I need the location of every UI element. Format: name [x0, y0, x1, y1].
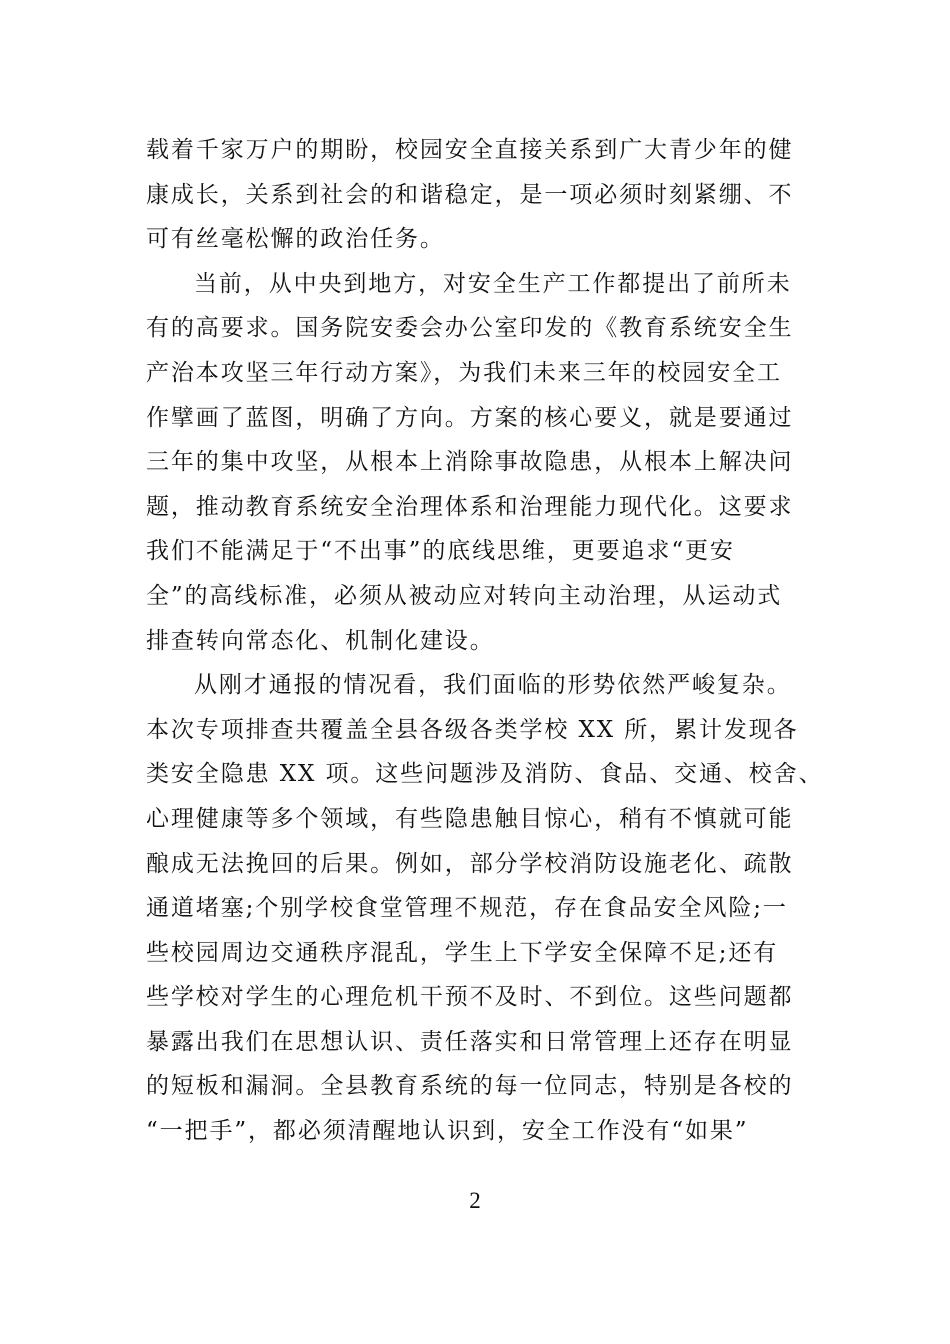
- text-line: 载着千家万户的期盼，校园安全直接关系到广大青少年的健: [146, 137, 794, 163]
- text-line: “一把手”，都必须清醒地认识到，安全工作没有“如果”: [146, 1118, 749, 1145]
- text-line: 我们不能满足于“不出事”的底线思维，更要追求“更安: [146, 538, 735, 565]
- text-line: 可有丝毫松懈的政治任务。: [146, 226, 445, 253]
- text-line: 从刚才通报的情况看，我们面临的形势依然严峻复杂。: [194, 672, 792, 699]
- text-line: 题，推动教育系统安全治理体系和治理能力现代化。这要求: [146, 493, 794, 520]
- text-line: 有的高要求。国务院安委会办公室印发的《教育系统安全生: [146, 315, 794, 342]
- text-line: 产治本攻坚三年行动方案》，为我们未来三年的校园安全工: [146, 359, 782, 386]
- text-line: 作擘画了蓝图，明确了方向。方案的核心要义，就是要通过: [146, 404, 794, 431]
- text-line: 些学校对学生的心理危机干预不及时、不到位。这些问题都: [146, 984, 794, 1011]
- text-line: 酿成无法挽回的后果。例如，部分学校消防设施老化、疏散: [146, 850, 794, 877]
- body-text: [146, 128, 824, 1154]
- text-line: 心理健康等多个领域，有些隐患触目惊心，稍有不慎就可能: [146, 805, 794, 832]
- text-line: 些校园周边交通秩序混乱，学生上下学安全保障不足;还有: [146, 939, 779, 966]
- text-line: 暴露出我们在思想认识、责任落实和日常管理上还存在明显: [146, 1028, 794, 1055]
- text-line: 排查转向常态化、机制化建设。: [146, 627, 495, 654]
- text-line: 本次专项排查共覆盖全县各级各类学校 XX 所，累计发现各: [146, 716, 799, 743]
- page-number: 2: [469, 1188, 481, 1213]
- text-line: 通道堵塞;个别学校食堂管理不规范，存在食品安全风险;一: [146, 895, 788, 922]
- text-line: 全”的高线标准，必须从被动应对转向主动治理，从运动式: [146, 582, 783, 609]
- text-line: 三年的集中攻坚，从根本上消除事故隐患，从根本上解决问: [146, 449, 794, 476]
- text-line: 类安全隐患 XX 项。这些问题涉及消防、食品、交通、校舍、: [146, 761, 824, 788]
- text-line: 的短板和漏洞。全县教育系统的每一位同志，特别是各校的: [146, 1073, 794, 1100]
- text-line: 康成长，关系到社会的和谐稳定，是一项必须时刻紧绷、不: [146, 181, 794, 208]
- text-line: 当前，从中央到地方，对安全生产工作都提出了前所未: [194, 270, 792, 297]
